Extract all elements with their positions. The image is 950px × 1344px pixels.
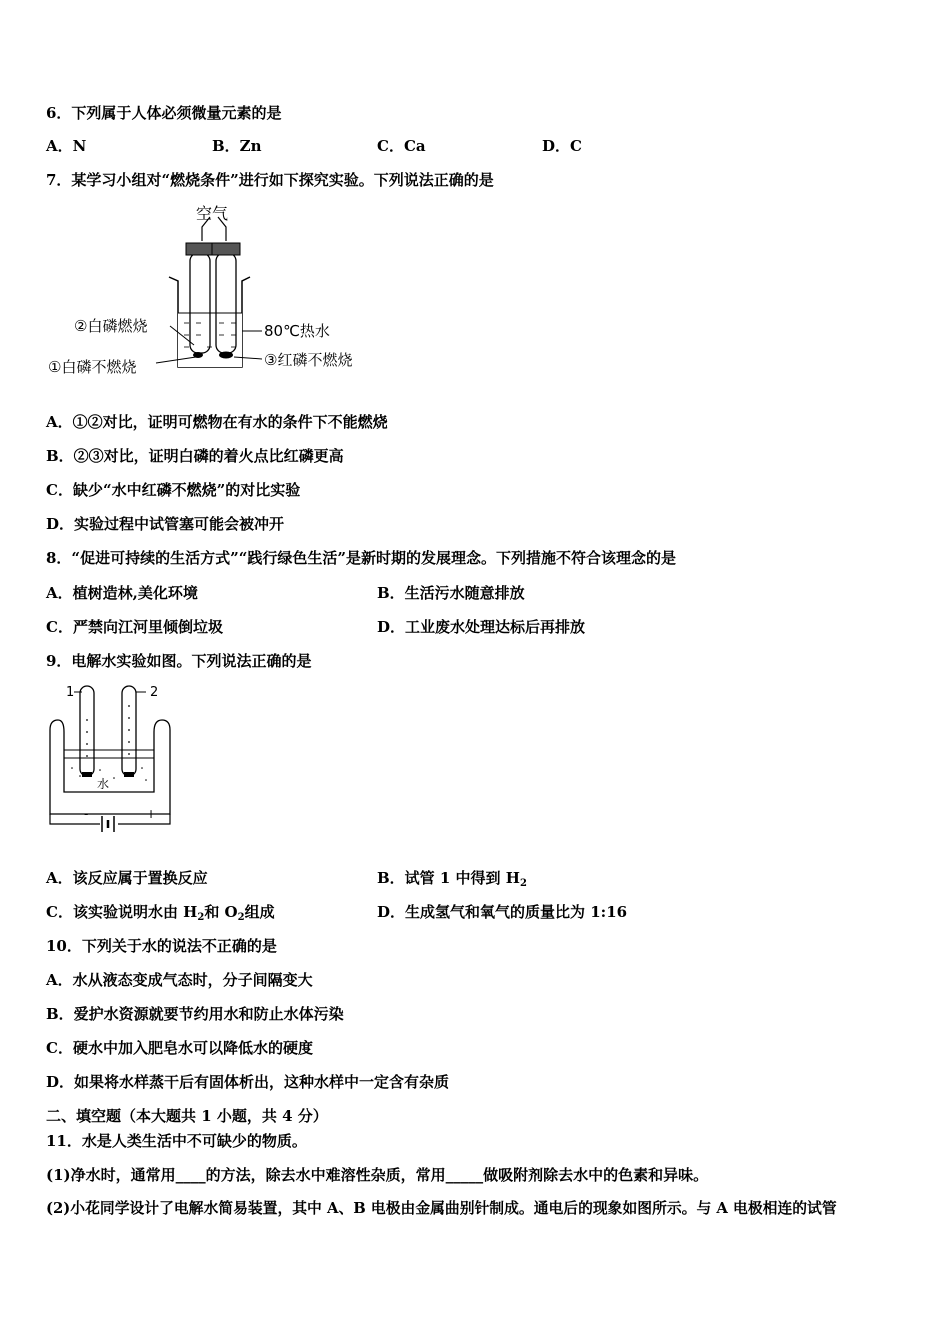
q8-option-b: B．生活污水随意排放: [377, 584, 525, 602]
q10-option-a: A．水从液态变成气态时，分子间隔变大: [46, 971, 313, 989]
q7-option-a: A．①②对比，证明可燃物在有水的条件下不能燃烧: [46, 413, 388, 431]
q6-option-c: C．Ca: [377, 137, 426, 155]
q11-stem: 11．水是人类生活中不可缺少的物质。: [46, 1132, 307, 1150]
q6-option-b: B．Zn: [212, 137, 262, 155]
q10-stem: 10．下列关于水的说法不正确的是: [46, 937, 277, 955]
tube-1-label: 1: [66, 685, 75, 700]
right-stopper: [212, 243, 240, 255]
label-white-burn: ②白磷燃烧: [74, 317, 148, 335]
q9-option-c: C．该实验说明水由 $H_2$和 $O_2$组成: [46, 903, 275, 923]
q11-part-1: (1)净水时，通常用____的方法，除去水中难溶性杂质，常用_____做吸附剂除去水中的色素和异味。: [46, 1166, 709, 1184]
q7-option-b: B．②③对比，证明白磷的着火点比红磷更高: [46, 447, 344, 465]
q9-stem: 9．电解水实验如图。下列说法正确的是: [46, 652, 312, 670]
electrode-2: [124, 772, 134, 777]
water-label: 水: [97, 777, 110, 791]
test-tube-1: [80, 686, 94, 776]
tube-bubbles: [86, 705, 130, 757]
electrode-1: [82, 772, 92, 777]
q6-option-a: A．N: [46, 137, 87, 155]
label-hot-water: 80℃热水: [264, 322, 330, 340]
q10-option-b: B．爱护水资源就要节约用水和防止水体污染: [46, 1005, 344, 1023]
red-phosphorus: [219, 352, 233, 359]
electrolysis-figure: [44, 680, 184, 845]
q8-stem: 8．“促进可持续的生活方式”“践行绿色生活”是新时期的发展理念。下列措施不符合该理念的是: [46, 549, 676, 567]
q9-option-b: B．试管 1 中得到 $H_2$: [377, 869, 527, 889]
q8-option-a: A．植树造林,美化环境: [46, 584, 198, 602]
trough: [50, 720, 170, 814]
q7-stem: 7．某学习小组对“燃烧条件”进行如下探究实验。下列说法正确的是: [46, 171, 494, 189]
q7-option-d: D．实验过程中试管塞可能会被冲开: [46, 515, 285, 533]
q8-option-c: C．严禁向江河里倾倒垃圾: [46, 618, 223, 636]
test-tube-2: [122, 686, 136, 776]
minus-sign: -: [84, 807, 89, 821]
q8-option-d: D．工业废水处理达标后再排放: [377, 618, 586, 636]
q6-stem: 6．下列属于人体必须微量元素的是: [46, 104, 282, 122]
q6-option-d: D．C: [542, 137, 582, 155]
label-white-noburn: ①白磷不燃烧: [48, 358, 137, 376]
plus-sign: +: [146, 807, 157, 821]
q10-option-d: D．如果将水样蒸干后有固体析出，这种水样中一定含有杂质: [46, 1073, 450, 1091]
q9-option-a: A．该反应属于置换反应: [46, 869, 208, 887]
section-2-heading: 二、填空题（本大题共 1 小题，共 4 分）: [46, 1107, 328, 1125]
label-air: 空气: [196, 205, 229, 223]
q7-option-c: C．缺少“水中红磷不燃烧”的对比实验: [46, 481, 301, 499]
left-stopper: [186, 243, 214, 255]
combustion-experiment-figure: [44, 205, 384, 385]
q9-option-d: D．生成氢气和氧气的质量比为 1:16: [377, 903, 628, 921]
tube-2-label: 2: [150, 685, 159, 700]
label-red-noburn: ③红磷不燃烧: [264, 351, 353, 369]
q11-part-2: (2)小花同学设计了电解水简易装置，其中 A、B 电极由金属曲别针制成。通电后的现象如图所示。与 A 电极相连的试管: [46, 1200, 837, 1217]
q10-option-c: C．硬水中加入肥皂水可以降低水的硬度: [46, 1039, 313, 1057]
